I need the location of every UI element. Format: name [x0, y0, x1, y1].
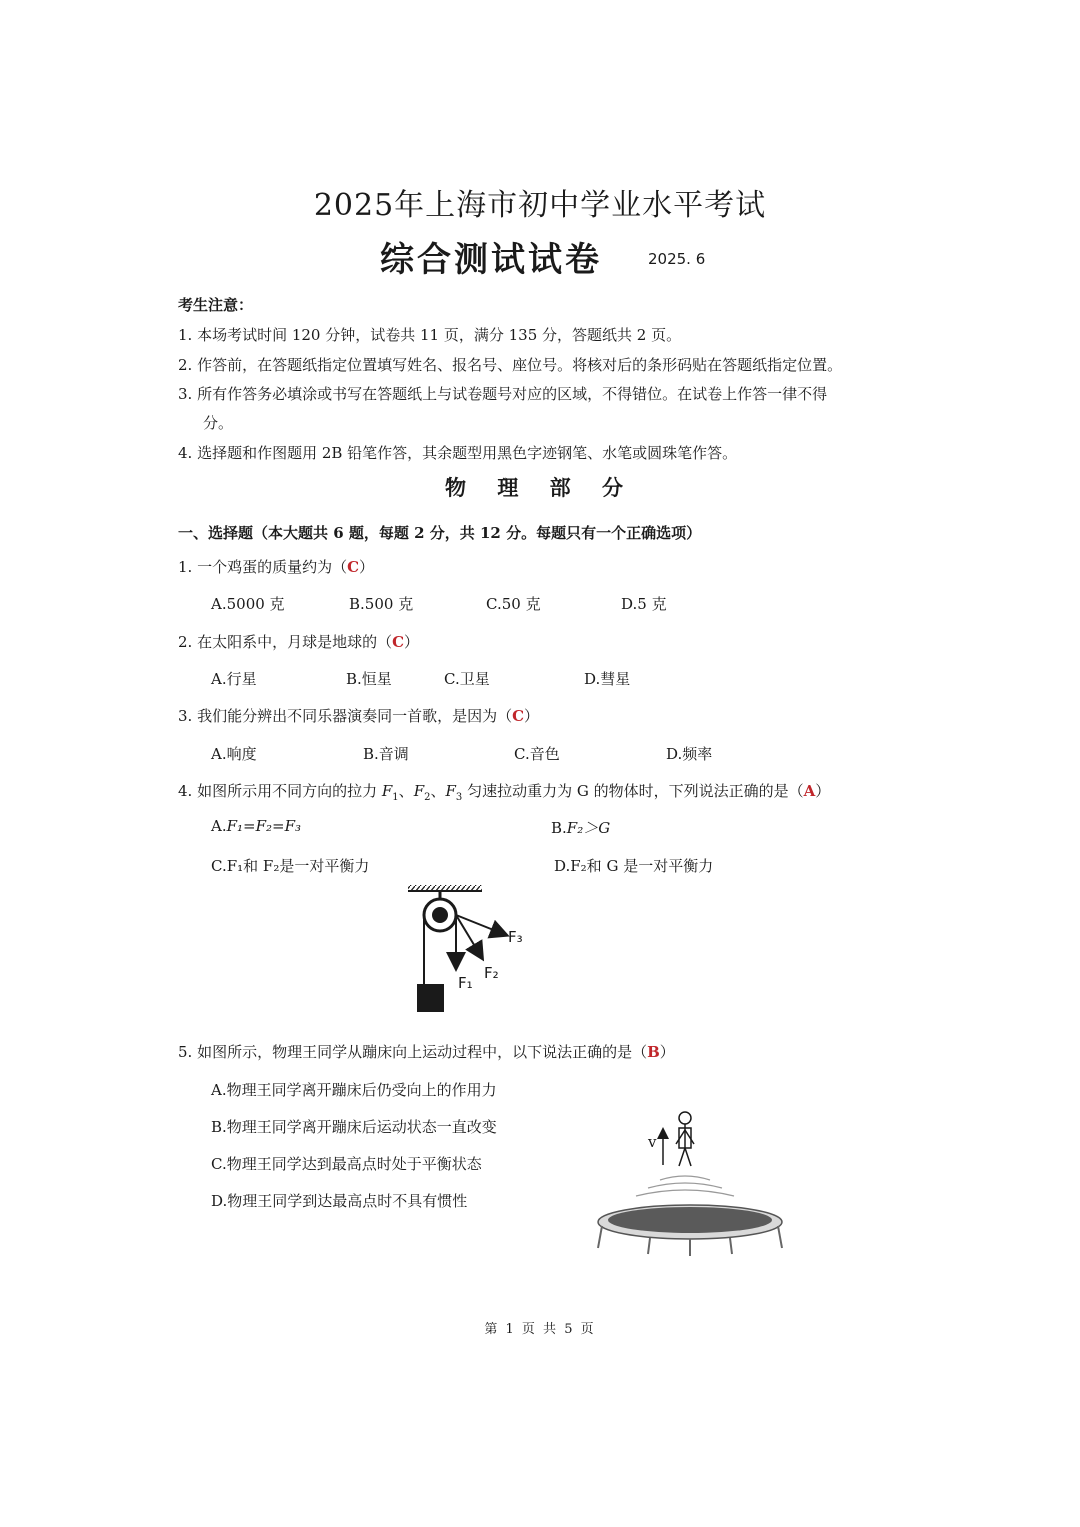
question-2-option-d: D.彗星	[584, 670, 631, 688]
answer-mark: B	[647, 1043, 660, 1061]
answer-mark: A	[803, 782, 816, 800]
exam-date: 2025. 6	[648, 250, 706, 268]
question-3-option-c: C.音色	[514, 745, 560, 763]
question-2-option-b: B.恒星	[346, 670, 392, 688]
page-number: 第 1 页 共 5 页	[484, 1322, 596, 1337]
option-text: F₂和 G 是一对平衡力	[570, 857, 714, 875]
notice-item: 3. 所有作答务必填涂或书写在答题纸上与试卷题号对应的区域，不得错位。在试卷上作答一律不得	[178, 385, 828, 403]
question-text: 4. 如图所示用不同方向的拉力	[178, 782, 378, 800]
question-1-option-b: B.500 克	[349, 595, 414, 613]
question-1-stem	[178, 556, 374, 577]
question-3-option-d: D.频率	[666, 745, 713, 763]
force-symbol: F	[445, 782, 456, 800]
question-text: 5. 如图所示，物理王同学从蹦床向上运动过程中，以下说法正确的是（	[178, 1043, 648, 1061]
question-close: ）	[359, 558, 375, 576]
question-text: 1. 一个鸡蛋的质量约为（	[178, 558, 348, 576]
question-4-option-c	[211, 855, 369, 876]
answer-mark: C	[512, 707, 525, 725]
velocity-label: v	[648, 1133, 657, 1151]
answer-mark: C	[347, 558, 360, 576]
question-1-option-d: D.5 克	[621, 595, 667, 613]
weight-block	[417, 984, 444, 1012]
separator: 、	[398, 782, 414, 800]
option-text: F₂＞G	[566, 819, 611, 837]
rope-f3	[456, 915, 506, 935]
question-close: ）	[404, 633, 420, 651]
notice-item: 2. 作答前，在答题纸指定位置填写姓名、报名号、座位号。将核对后的条形码贴在答题纸指定位置。	[178, 356, 843, 374]
option-prefix: C.	[211, 857, 227, 875]
question-3-stem	[178, 705, 539, 726]
question-2-stem	[178, 631, 419, 652]
option-prefix: A.	[211, 817, 227, 835]
notice-item-continued: 分。	[203, 414, 234, 432]
question-4-stem: 4. 如图所示用不同方向的拉力 $F_1$、$F_2$、$F_3$ 匀速拉动重力为 G 的物体时，下列说法正确的是（A）	[178, 782, 831, 803]
notice-item: 4. 选择题和作图题用 2B 铅笔作答，其余题型用黑色字迹钢笔、水笔或圆珠笔作答。	[178, 444, 738, 462]
question-5-option-c: C.物理王同学达到最高点时处于平衡状态	[211, 1155, 482, 1173]
exam-title: 2025年上海市初中学业水平考试	[313, 188, 767, 223]
question-text: 匀速拉动重力为 G 的物体时，下列说法正确的是（	[467, 782, 804, 800]
force-symbol: F	[381, 782, 393, 800]
option-prefix: D.	[554, 857, 571, 875]
question-4-option-b	[551, 817, 610, 838]
question-1-option-a: A.5000 克	[211, 595, 285, 613]
notice-item: 1. 本场考试时间 120 分钟，试卷共 11 页，满分 135 分，答题纸共 2 页。	[178, 326, 682, 344]
notice-heading: 考生注意：	[178, 296, 254, 314]
force-symbol: F	[413, 782, 425, 800]
option-text: F₁和 F₂是一对平衡力	[226, 857, 370, 875]
question-close: ）	[815, 782, 831, 800]
exam-subtitle: 综合测试试卷	[380, 240, 602, 280]
question-close: ）	[659, 1043, 675, 1061]
question-5-option-b: B.物理王同学离开蹦床后运动状态一直改变	[211, 1118, 497, 1136]
question-text: 3. 我们能分辨出不同乐器演奏同一首歌，是因为（	[178, 707, 513, 725]
question-2-option-a: A.行星	[211, 670, 257, 688]
question-3-option-a: A.响度	[211, 745, 257, 763]
question-1-option-c: C.50 克	[486, 595, 541, 613]
trampoline-mat	[608, 1207, 772, 1233]
section-title: 物 理 部 分	[445, 475, 635, 500]
question-close: ）	[524, 707, 540, 725]
motion-lines	[636, 1176, 734, 1196]
answer-mark: C	[392, 633, 405, 651]
question-text: 2. 在太阳系中，月球是地球的（	[178, 633, 393, 651]
option-text: F₁=F₂=F₃	[226, 817, 302, 835]
trampoline-figure	[590, 1100, 790, 1260]
question-5-stem	[178, 1041, 675, 1062]
pulley-hub	[432, 907, 448, 923]
option-prefix: B.	[551, 819, 567, 837]
separator: 、	[430, 782, 446, 800]
pulley-figure	[400, 880, 540, 1020]
label-f3: F₃	[508, 928, 523, 946]
question-4-option-a	[211, 817, 301, 835]
label-f1: F₁	[458, 974, 473, 992]
rope-f2	[456, 915, 482, 958]
question-3-option-b: B.音调	[363, 745, 409, 763]
part-title: 一、选择题（本大题共 6 题，每题 2 分，共 12 分。每题只有一个正确选项）	[178, 524, 702, 542]
person-figure	[676, 1112, 694, 1166]
label-f2: F₂	[484, 964, 499, 982]
question-5-option-d: D.物理王同学到达最高点时不具有惯性	[211, 1192, 468, 1210]
question-2-option-c: C.卫星	[444, 670, 490, 688]
question-4-option-d	[554, 855, 713, 876]
question-5-option-a: A.物理王同学离开蹦床后仍受向上的作用力	[211, 1081, 497, 1099]
